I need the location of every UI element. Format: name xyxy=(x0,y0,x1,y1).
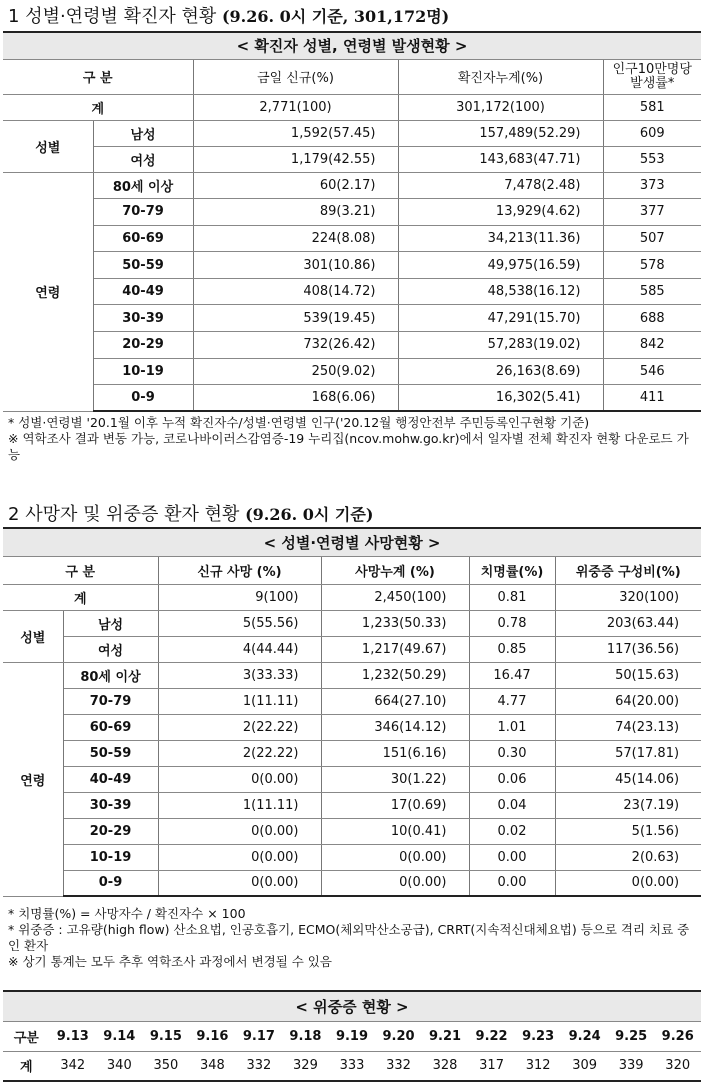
total-label: 계 xyxy=(3,584,158,610)
date-cell: 9.19 xyxy=(329,1021,376,1051)
value-cell: 320 xyxy=(654,1051,701,1081)
row-rate: 377 xyxy=(603,199,701,226)
total-cum-death: 2,450(100) xyxy=(321,584,469,610)
date-cell: 9.26 xyxy=(654,1021,701,1051)
header-cum-death: 사망누계 (%) xyxy=(321,556,469,584)
total-severe: 320(100) xyxy=(555,584,701,610)
row-cum-death: 1,233(50.33) xyxy=(321,610,469,636)
table-caption: < 위중증 현황 > xyxy=(3,991,701,1021)
row-fatality: 0.04 xyxy=(469,792,555,818)
group-sex: 성별 xyxy=(3,120,93,172)
row-label: 10-19 xyxy=(63,844,158,870)
header-new-death: 신규 사망 (%) xyxy=(158,556,321,584)
row-severe: 74(23.13) xyxy=(555,714,701,740)
table-row xyxy=(3,278,701,305)
row-label: 남성 xyxy=(93,120,193,146)
table-row xyxy=(3,870,701,896)
value-cell: 332 xyxy=(236,1051,283,1081)
row-cumulative: 157,489(52.29) xyxy=(398,120,603,146)
row-rate: 585 xyxy=(603,278,701,305)
row-label: 70-79 xyxy=(93,199,193,226)
table-row xyxy=(3,120,701,146)
header-cumulative: 확진자누계(%) xyxy=(398,59,603,94)
row-label: 80세 이상 xyxy=(63,662,158,688)
note: * 성별·연령별 '20.1월 이후 누적 확진자수/성별·연령별 인구('20.12월 행정안전부 주민등록인구현황 기준) xyxy=(8,415,590,430)
row-cumulative: 26,163(8.69) xyxy=(398,358,603,385)
row-new: 60(2.17) xyxy=(193,172,398,199)
row-fatality: 4.77 xyxy=(469,688,555,714)
row-label: 20-29 xyxy=(63,818,158,844)
date-cell: 9.14 xyxy=(96,1021,143,1051)
row-fatality: 0.00 xyxy=(469,844,555,870)
row-severe: 23(7.19) xyxy=(555,792,701,818)
row-label: 40-49 xyxy=(63,766,158,792)
row-label: 50-59 xyxy=(93,252,193,279)
row-new-death: 2(22.22) xyxy=(158,714,321,740)
date-cell: 9.16 xyxy=(189,1021,236,1051)
table-caption: < 확진자 성별, 연령별 발생현황 > xyxy=(3,32,701,59)
row-severe: 5(1.56) xyxy=(555,818,701,844)
row-cumulative: 13,929(4.62) xyxy=(398,199,603,226)
row-rate: 842 xyxy=(603,332,701,359)
table-row xyxy=(3,688,701,714)
value-cell: 340 xyxy=(96,1051,143,1081)
date-cell: 9.15 xyxy=(143,1021,190,1051)
row-new-death: 1(11.11) xyxy=(158,792,321,818)
table-row xyxy=(3,146,701,172)
row-label: 60-69 xyxy=(63,714,158,740)
table-caption-row xyxy=(3,32,701,59)
row-rate: 546 xyxy=(603,358,701,385)
table-header-row xyxy=(3,556,701,584)
header-rate-line1: 인구10만명당 xyxy=(612,61,692,77)
section1-title xyxy=(8,2,449,28)
header-rate-line2: 발생률* xyxy=(630,75,675,91)
total-rate: 581 xyxy=(603,94,701,120)
row-new: 539(19.45) xyxy=(193,305,398,332)
row-new: 301(10.86) xyxy=(193,252,398,279)
row-label: 10-19 xyxy=(93,358,193,385)
row-cumulative: 49,975(16.59) xyxy=(398,252,603,279)
row-rate: 411 xyxy=(603,385,701,412)
row-cumulative: 143,683(47.71) xyxy=(398,146,603,172)
total-label: 계 xyxy=(3,1051,50,1081)
table-row xyxy=(3,818,701,844)
section1-number: 1 xyxy=(8,6,20,27)
total-new: 2,771(100) xyxy=(193,94,398,120)
date-cell: 9.21 xyxy=(422,1021,469,1051)
row-new: 1,592(57.45) xyxy=(193,120,398,146)
row-cum-death: 10(0.41) xyxy=(321,818,469,844)
table-row xyxy=(3,610,701,636)
row-label: 여성 xyxy=(63,636,158,662)
group-age: 연령 xyxy=(3,662,63,896)
row-new-death: 1(11.11) xyxy=(158,688,321,714)
row-rate: 373 xyxy=(603,172,701,199)
table-caption-row xyxy=(3,528,701,556)
table-header-row xyxy=(3,59,701,94)
row-severe: 203(63.44) xyxy=(555,610,701,636)
row-rate: 688 xyxy=(603,305,701,332)
table-row xyxy=(3,740,701,766)
total-cumulative: 301,172(100) xyxy=(398,94,603,120)
header-category: 구 분 xyxy=(3,556,158,584)
row-cumulative: 34,213(11.36) xyxy=(398,225,603,252)
row-new: 224(8.08) xyxy=(193,225,398,252)
date-cell: 9.13 xyxy=(50,1021,97,1051)
row-fatality: 16.47 xyxy=(469,662,555,688)
table-row xyxy=(3,225,701,252)
date-cell: 9.23 xyxy=(515,1021,562,1051)
table-row xyxy=(3,766,701,792)
section1-notes xyxy=(8,415,698,463)
deaths-table xyxy=(3,527,701,897)
row-label: 20-29 xyxy=(93,332,193,359)
row-severe: 45(14.06) xyxy=(555,766,701,792)
row-new: 168(6.06) xyxy=(193,385,398,412)
table-row xyxy=(3,172,701,199)
date-cell: 9.20 xyxy=(375,1021,422,1051)
row-fatality: 0.85 xyxy=(469,636,555,662)
row-label: 40-49 xyxy=(93,278,193,305)
row-severe: 57(17.81) xyxy=(555,740,701,766)
row-label: 남성 xyxy=(63,610,158,636)
row-cumulative: 48,538(16.12) xyxy=(398,278,603,305)
row-cumulative: 16,302(5.41) xyxy=(398,385,603,412)
total-fatality: 0.81 xyxy=(469,584,555,610)
row-new-death: 0(0.00) xyxy=(158,844,321,870)
value-cell: 312 xyxy=(515,1051,562,1081)
row-new: 1,179(42.55) xyxy=(193,146,398,172)
value-cell: 339 xyxy=(608,1051,655,1081)
row-label: 0-9 xyxy=(63,870,158,896)
date-cell: 9.22 xyxy=(468,1021,515,1051)
row-cum-death: 151(6.16) xyxy=(321,740,469,766)
row-cumulative: 7,478(2.48) xyxy=(398,172,603,199)
row-label: 여성 xyxy=(93,146,193,172)
date-row xyxy=(3,1021,701,1051)
date-cell: 9.17 xyxy=(236,1021,283,1051)
value-cell: 317 xyxy=(468,1051,515,1081)
row-severe: 2(0.63) xyxy=(555,844,701,870)
row-rate: 553 xyxy=(603,146,701,172)
table-row xyxy=(3,636,701,662)
header-category: 구 분 xyxy=(3,59,193,94)
row-new: 408(14.72) xyxy=(193,278,398,305)
row-new-death: 4(44.44) xyxy=(158,636,321,662)
row-cum-death: 0(0.00) xyxy=(321,870,469,896)
value-row xyxy=(3,1051,701,1081)
header-new: 금일 신규(%) xyxy=(193,59,398,94)
row-new: 250(9.02) xyxy=(193,358,398,385)
row-fatality: 0.06 xyxy=(469,766,555,792)
table-row xyxy=(3,385,701,412)
date-cell: 9.25 xyxy=(608,1021,655,1051)
row-severe: 117(36.56) xyxy=(555,636,701,662)
table-row xyxy=(3,252,701,279)
section1-title-date: (9.26. 0시 기준, 301,172명) xyxy=(221,7,450,26)
row-severe: 64(20.00) xyxy=(555,688,701,714)
section2-title-date: (9.26. 0시 기준) xyxy=(245,505,374,524)
table-row xyxy=(3,714,701,740)
row-new-death: 0(0.00) xyxy=(158,766,321,792)
row-cum-death: 0(0.00) xyxy=(321,844,469,870)
row-label: 60-69 xyxy=(93,225,193,252)
table-row xyxy=(3,844,701,870)
confirmed-cases-table xyxy=(3,31,701,412)
value-cell: 342 xyxy=(50,1051,97,1081)
total-label: 계 xyxy=(3,94,193,120)
total-row xyxy=(3,94,701,120)
value-cell: 328 xyxy=(422,1051,469,1081)
row-label: 70-79 xyxy=(63,688,158,714)
value-cell: 348 xyxy=(189,1051,236,1081)
table-row xyxy=(3,199,701,226)
note: * 치명률(%) = 사망자수 / 확진자수 × 100 xyxy=(8,906,246,921)
row-fatality: 0.30 xyxy=(469,740,555,766)
total-row xyxy=(3,584,701,610)
row-new: 732(26.42) xyxy=(193,332,398,359)
row-rate: 507 xyxy=(603,225,701,252)
table-row xyxy=(3,662,701,688)
row-label: 50-59 xyxy=(63,740,158,766)
row-new-death: 3(33.33) xyxy=(158,662,321,688)
row-label: 30-39 xyxy=(63,792,158,818)
row-fatality: 0.00 xyxy=(469,870,555,896)
row-cum-death: 1,232(50.29) xyxy=(321,662,469,688)
row-cum-death: 30(1.22) xyxy=(321,766,469,792)
value-cell: 350 xyxy=(143,1051,190,1081)
row-cumulative: 47,291(15.70) xyxy=(398,305,603,332)
date-cell: 9.24 xyxy=(561,1021,608,1051)
row-new-death: 5(55.56) xyxy=(158,610,321,636)
section2-title xyxy=(8,500,373,526)
group-sex: 성별 xyxy=(3,610,63,662)
row-cumulative: 57,283(19.02) xyxy=(398,332,603,359)
row-rate: 609 xyxy=(603,120,701,146)
row-new-death: 0(0.00) xyxy=(158,870,321,896)
value-cell: 329 xyxy=(282,1051,329,1081)
row-rate: 578 xyxy=(603,252,701,279)
row-cum-death: 1,217(49.67) xyxy=(321,636,469,662)
table-caption-row xyxy=(3,991,701,1021)
section2-notes xyxy=(8,906,698,970)
value-cell: 333 xyxy=(329,1051,376,1081)
row-fatality: 0.02 xyxy=(469,818,555,844)
row-severe: 0(0.00) xyxy=(555,870,701,896)
section2-title-text: 사망자 및 위중증 환자 현황 xyxy=(25,504,240,525)
value-cell: 309 xyxy=(561,1051,608,1081)
row-cum-death: 346(14.12) xyxy=(321,714,469,740)
row-new-death: 0(0.00) xyxy=(158,818,321,844)
row-fatality: 1.01 xyxy=(469,714,555,740)
row-header: 구분 xyxy=(3,1021,50,1051)
section2-number: 2 xyxy=(8,504,20,525)
row-severe: 50(15.63) xyxy=(555,662,701,688)
group-age: 연령 xyxy=(3,172,93,411)
row-label: 0-9 xyxy=(93,385,193,412)
note: ※ 상기 통계는 모두 추후 역학조사 과정에서 변경될 수 있음 xyxy=(8,954,332,969)
section1-title-text: 성별·연령별 확진자 현황 xyxy=(25,6,217,27)
header-fatality: 치명률(%) xyxy=(469,556,555,584)
value-cell: 332 xyxy=(375,1051,422,1081)
severe-cases-table xyxy=(3,990,701,1082)
table-row xyxy=(3,358,701,385)
table-caption: < 성별·연령별 사망현황 > xyxy=(3,528,701,556)
row-label: 80세 이상 xyxy=(93,172,193,199)
date-cell: 9.18 xyxy=(282,1021,329,1051)
row-new: 89(3.21) xyxy=(193,199,398,226)
table-row xyxy=(3,792,701,818)
row-label: 30-39 xyxy=(93,305,193,332)
header-severe: 위중증 구성비(%) xyxy=(555,556,701,584)
table-row xyxy=(3,305,701,332)
table-row xyxy=(3,332,701,359)
row-new-death: 2(22.22) xyxy=(158,740,321,766)
total-new-death: 9(100) xyxy=(158,584,321,610)
note: * 위중증 : 고유량(high flow) 산소요법, 인공호흡기, ECMO(체외막산소공급), CRRT(지속적신대체요법) 등으로 격리 치료 중인 환자 xyxy=(8,922,690,953)
header-rate xyxy=(603,59,701,94)
row-fatality: 0.78 xyxy=(469,610,555,636)
row-cum-death: 17(0.69) xyxy=(321,792,469,818)
note: ※ 역학조사 결과 변동 가능, 코로나바이러스감염증-19 누리집(ncov.mohw.go.kr)에서 일자별 전체 확진자 현황 다운로드 가능 xyxy=(8,431,689,462)
row-cum-death: 664(27.10) xyxy=(321,688,469,714)
